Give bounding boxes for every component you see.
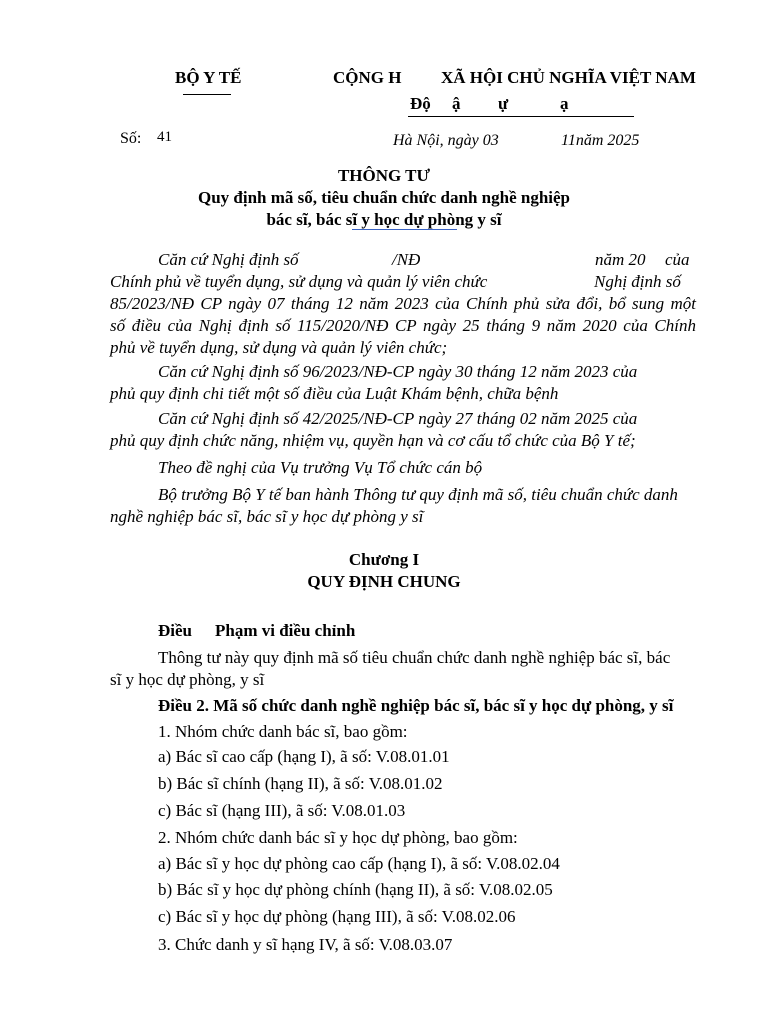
preamble-5-line1: Bộ trưởng Bộ Y tế ban hành Thông tư quy định mã số, tiêu chuẩn chức danh <box>158 485 678 504</box>
date-part1: Hà Nội, ngày 03 <box>393 132 499 149</box>
doc-type: THÔNG TƯ <box>337 166 431 185</box>
preamble-1-line1-a: Căn cứ Nghị định số <box>158 250 299 269</box>
article-1-body-line1: Thông tư này quy định mã số tiêu chuẩn chức danh nghề nghiệp bác sĩ, bác <box>158 648 671 667</box>
article-2-item: 2. Nhóm chức danh bác sĩ y học dự phòng, bao gồm: <box>158 828 518 847</box>
article-1-title: Phạm vi điều chỉnh <box>215 621 356 640</box>
ministry-underline <box>183 94 231 95</box>
preamble-2-line1: Căn cứ Nghị định số 96/2023/NĐ-CP ngày 30 tháng 12 năm 2023 của <box>158 362 638 381</box>
preamble-3-line2: phủ quy định chức năng, nhiệm vụ, quyền hạn và cơ cấu tổ chức của Bộ Y tế; <box>110 431 636 450</box>
republic-name-part1: CỘNG H <box>333 68 402 87</box>
subject-underline <box>352 229 457 230</box>
preamble-1-line1-b: /NĐ <box>392 250 421 269</box>
article-2-item: 3. Chức danh y sĩ hạng IV, ã số: V.08.03.07 <box>158 935 453 954</box>
preamble-1-line1-c: năm 20 <box>595 250 646 269</box>
preamble-1-line2-a: Chính phủ về tuyển dụng, sử dụng và quản lý viên chức <box>110 272 488 291</box>
article-1-label: Điều <box>158 621 192 640</box>
preamble-4: Theo đề nghị của Vụ trưởng Vụ Tổ chức cán bộ <box>158 458 483 477</box>
motto-fragment-4: ạ <box>560 94 569 113</box>
preamble-2-line2: phủ quy định chi tiết một số điều của Luật Khám bệnh, chữa bệnh <box>110 384 559 403</box>
preamble-1-line5: phủ về tuyển dụng, sử dụng và quản lý viên chức; <box>110 338 448 357</box>
preamble-1-line1-d: của <box>665 250 690 269</box>
article-2-item: b) Bác sĩ chính (hạng II), ã số: V.08.01.02 <box>158 774 443 793</box>
article-2-heading: Điều 2. Mã số chức danh nghề nghiệp bác sĩ, bác sĩ y học dự phòng, y sĩ <box>158 696 674 715</box>
chapter-number: Chương I <box>348 550 420 569</box>
doc-subject-line1: Quy định mã số, tiêu chuẩn chức danh nghề nghiệp <box>197 188 571 207</box>
preamble-5-line2: nghề nghiệp bác sĩ, bác sĩ y học dự phòng y sĩ <box>110 507 424 526</box>
preamble-1-line3: 85/2023/NĐ CP ngày 07 tháng 12 năm 2023 của Chính phủ sửa đổi, bổ sung một <box>110 294 696 313</box>
doc-subject-line2: bác sĩ, bác sĩ y học dự phòng y sĩ <box>266 210 502 229</box>
preamble-1-line2-b: Nghị định số <box>594 272 681 291</box>
article-2-item: a) Bác sĩ y học dự phòng cao cấp (hạng I), ã số: V.08.02.04 <box>158 854 560 873</box>
doc-number-value: 41 <box>157 129 172 145</box>
article-1-body-line2: sĩ y học dự phòng, y sĩ <box>110 670 265 689</box>
article-2-item: 1. Nhóm chức danh bác sĩ, bao gồm: <box>158 722 408 741</box>
motto-fragment-3: ự <box>498 94 509 113</box>
preamble-1-line4: số điều của Nghị định số 115/2020/NĐ CP ngày 25 tháng 9 năm 2020 của Chính <box>110 316 696 335</box>
motto-fragment-1: Độ <box>410 94 431 113</box>
date-part2: 11năm 2025 <box>561 132 640 149</box>
article-2-item: c) Bác sĩ (hạng III), ã số: V.08.01.03 <box>158 801 406 820</box>
article-2-item: b) Bác sĩ y học dự phòng chính (hạng II), ã số: V.08.02.05 <box>158 880 553 899</box>
preamble-3-line1: Căn cứ Nghị định số 42/2025/NĐ-CP ngày 27 tháng 02 năm 2025 của <box>158 409 638 428</box>
doc-number-label: Số: <box>120 130 142 147</box>
motto-underline <box>408 116 634 117</box>
article-2-item: c) Bác sĩ y học dự phòng (hạng III), ã số: V.08.02.06 <box>158 907 516 926</box>
republic-name-part2: XÃ HỘI CHỦ NGHĨA VIỆT NAM <box>441 68 696 87</box>
ministry-name: BỘ Y TẾ <box>175 68 242 87</box>
article-2-item: a) Bác sĩ cao cấp (hạng I), ã số: V.08.01.01 <box>158 747 450 766</box>
chapter-title: QUY ĐỊNH CHUNG <box>307 572 461 591</box>
motto-fragment-2: ậ <box>452 94 461 113</box>
